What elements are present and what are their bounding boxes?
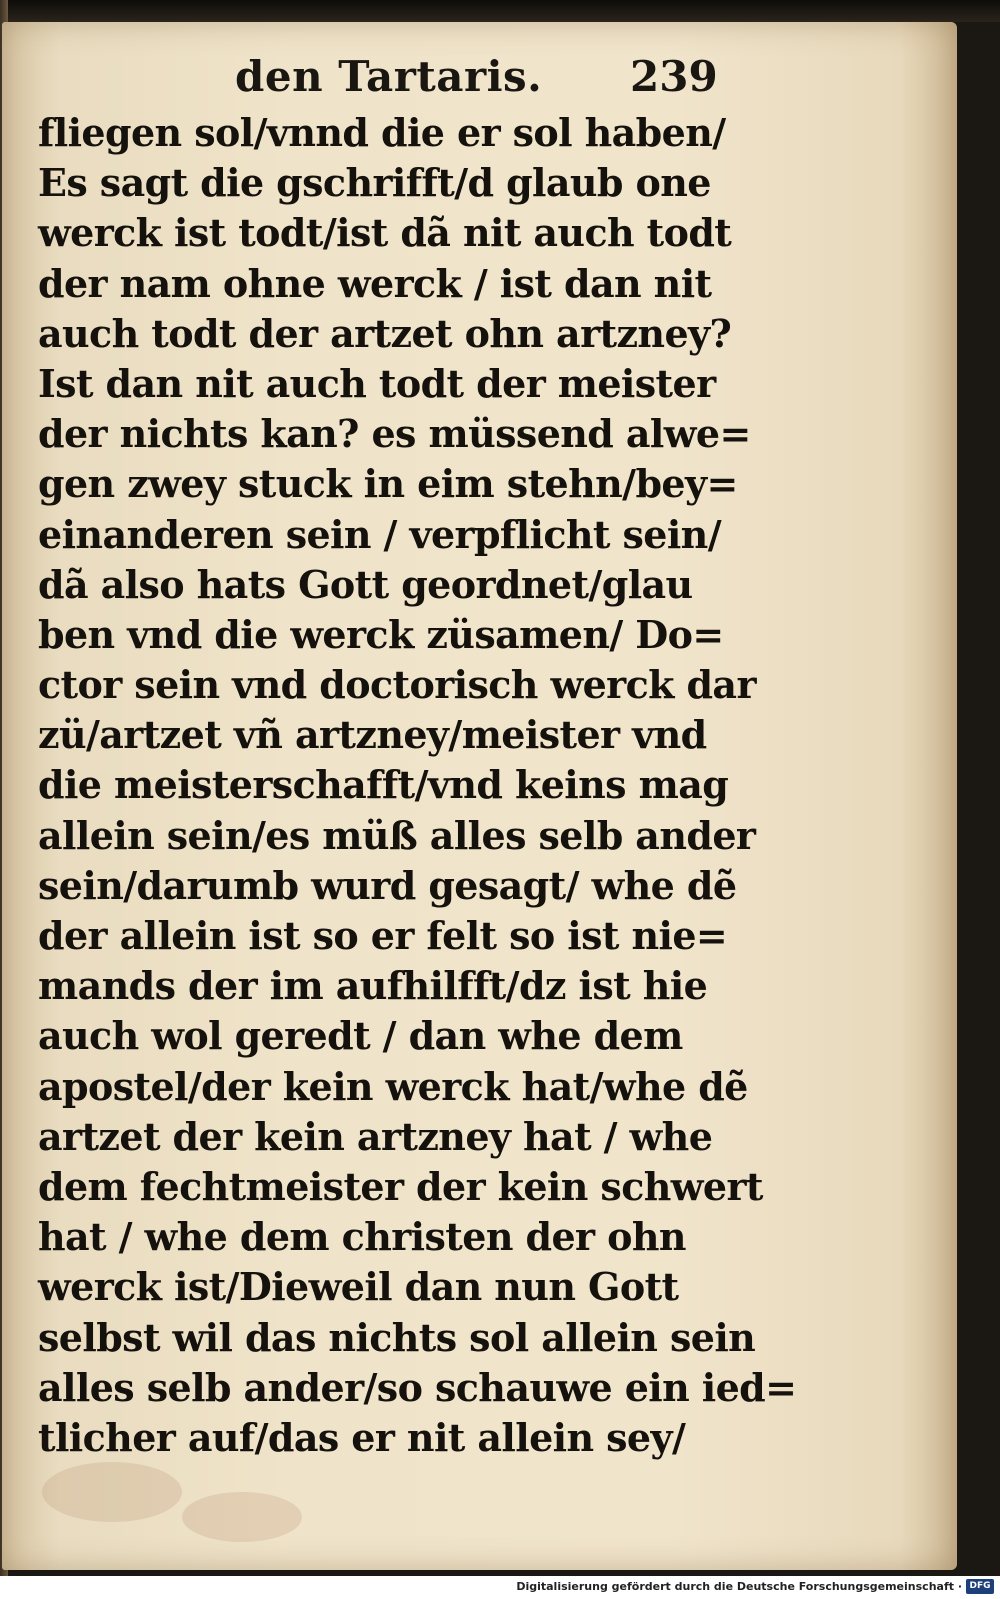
- text-line: auch wol geredt / dan whe dem: [38, 1013, 683, 1059]
- text-line: fliegen sol/vnnd die er sol haben/: [38, 110, 726, 155]
- text-line: ctor sein vnd doctorisch werck dar: [38, 662, 756, 708]
- page-number: 239: [630, 52, 718, 101]
- text-line: der nam ohne werck / ist dan nit: [38, 260, 712, 306]
- paper-stain: [42, 1462, 182, 1522]
- text-line: alles selb ander/so schauwe ein ied=: [38, 1364, 797, 1410]
- text-line: werck ist/Dieweil dan nun Gott: [38, 1264, 679, 1310]
- text-line: Ist dan nit auch todt der meister: [38, 360, 716, 406]
- text-line: werck ist todt/ist dã nit auch todt: [38, 210, 732, 256]
- text-line: zü/artzet vñ artzney/meister vnd: [38, 712, 707, 758]
- text-line: allein sein/es müß alles selb ander: [38, 812, 756, 858]
- text-line: artzet der kein artzney hat / whe: [38, 1113, 713, 1159]
- text-line: der nichts kan? es müssend alwe=: [38, 411, 751, 457]
- text-line: dem fechtmeister der kein schwert: [38, 1163, 763, 1209]
- text-line: auch todt der artzet ohn artzney?: [38, 310, 732, 356]
- digitization-footer: [0, 1576, 1000, 1599]
- body-text: [38, 108, 797, 1463]
- running-head: den Tartaris.: [235, 52, 543, 101]
- text-line: mands der im aufhilfft/dz ist hie: [38, 963, 708, 1009]
- text-line: die meisterschafft/vnd keins mag: [38, 762, 729, 808]
- book-top-edge: [0, 0, 1000, 22]
- dfg-logo: DFG: [966, 1579, 994, 1594]
- text-line: apostel/der kein werck hat/whe dẽ: [38, 1063, 748, 1109]
- text-line: sein/darumb wurd gesagt/ whe dẽ: [38, 862, 737, 908]
- text-line: einanderen sein / verpflicht sein/: [38, 511, 721, 557]
- text-line: dã also hats Gott geordnet/glau: [38, 561, 693, 607]
- text-line: selbst wil das nichts sol allein sein: [38, 1314, 756, 1360]
- text-line: tlicher auf/das er nit allein sey/: [38, 1414, 686, 1460]
- text-line: hat / whe dem christen der ohn: [38, 1214, 686, 1260]
- text-line: der allein ist so er felt so ist nie=: [38, 913, 728, 958]
- page-header: [40, 52, 720, 112]
- funding-credit: Digitalisierung gefördert durch die Deutsche Forschungsgemeinschaft ·: [516, 1580, 962, 1593]
- text-line: Es sagt die gschrifft/d glaub one: [38, 160, 711, 206]
- text-line: gen zwey stuck in eim stehn/bey=: [38, 461, 738, 507]
- paper-stain: [182, 1492, 302, 1542]
- text-line: ben vnd die werck züsamen/ Do=: [38, 611, 724, 657]
